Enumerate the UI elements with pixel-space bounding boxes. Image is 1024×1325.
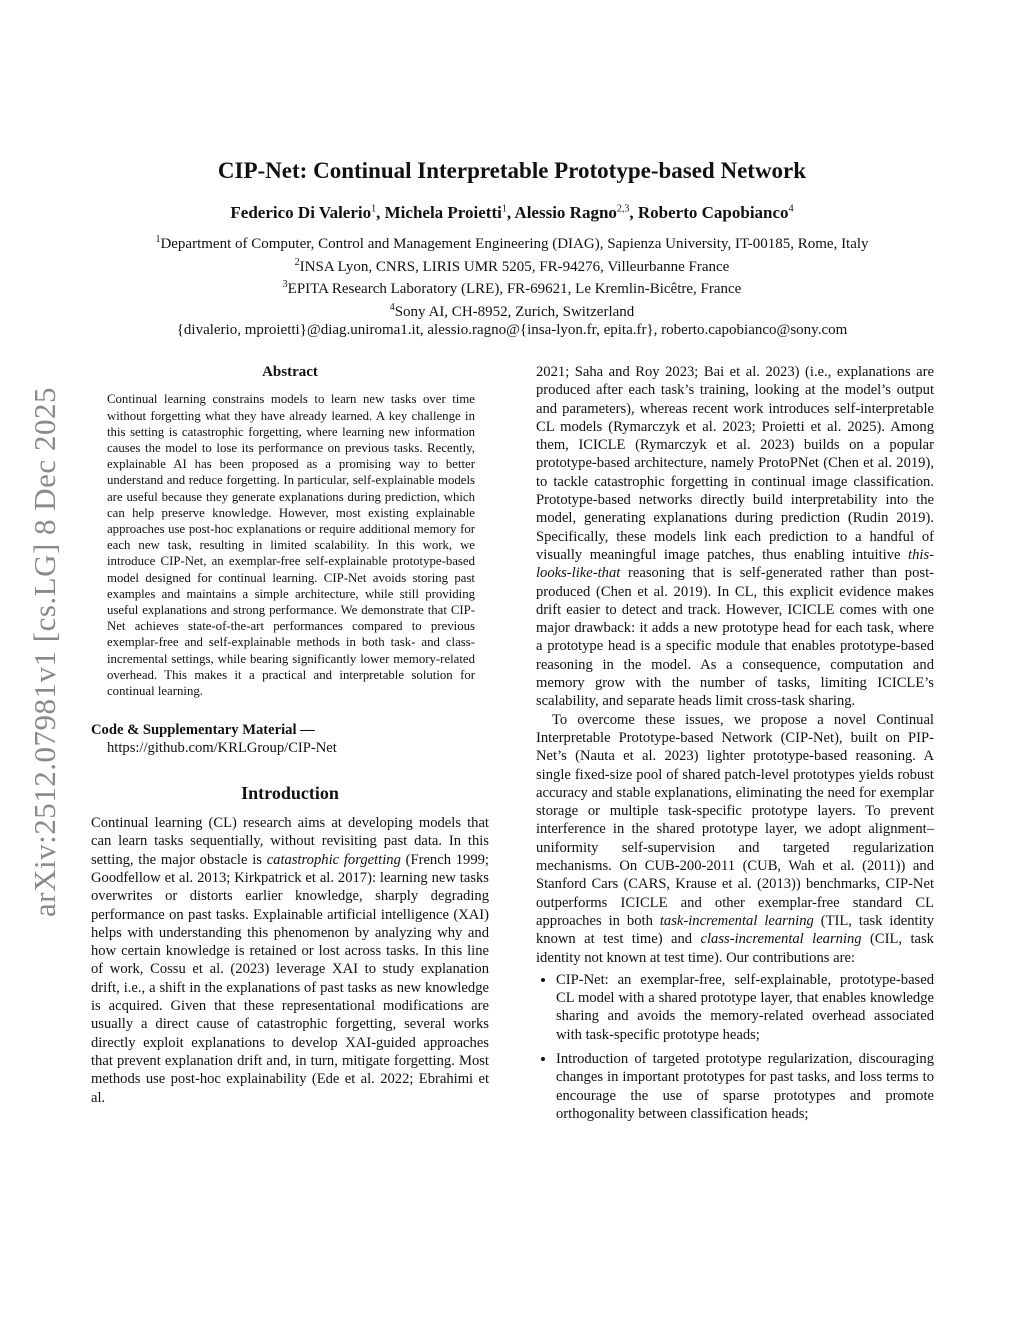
affiliation-mark: 3 — [282, 279, 288, 290]
introduction-heading: Introduction — [241, 782, 339, 803]
introduction-paragraph — [91, 814, 489, 1107]
author-name: Federico Di Valerio — [230, 203, 372, 222]
text-run: (TIL, task identity known at test time) and — [536, 912, 934, 948]
affiliation-text: INSA Lyon, CNRS, LIRIS UMR 5205, FR-94276, Villeurbanne France — [299, 258, 730, 275]
introduction-paragraph — [536, 711, 934, 967]
code-supplementary-block — [91, 721, 489, 758]
code-heading: Code & Supplementary Material — — [91, 722, 315, 739]
author-affiliation-mark: 4 — [788, 203, 794, 215]
affiliation — [0, 276, 1024, 299]
emphasis-text: catastrophic forgetting — [266, 851, 401, 868]
author-list: Federico Di Valerio$^1$, Michela Proietti$^1$, Alessio Ragno$^{2,3}$, Roberto Capobianco$^4$ — [230, 203, 794, 222]
affiliation-mark: 4 — [389, 301, 395, 313]
abstract-text: Continual learning constrains models to learn new tasks over time without forgetting what they have already learned. A key challenge in this setting is catastrophic forgetting, where learning new information causes the model to lose its performance on previous tasks. Recently, explainable AI has been proposed as a promising way to better understand and reduce forgetting. In particular, self-explainable models are useful because they generate explanations during prediction, which can help preserve knowledge. However, most existing explainable approaches use post-hoc explanations or require additional memory for each new task, resulting in limited scalability. In this work, we introduce CIP-Net, an exemplar-free self-explainable prototype-based model designed for continual learning. CIP-Net avoids storing past examples and maintains a simple architecture, while still providing useful explanations and strong performance. We demonstrate that CIP-Net achieves state-of-the-art performances compared to previous exemplar-free and self-explainable methods in both task- and class-incremental settings, while bearing significantly lower memory-related overhead. This makes it a practical and interpretable solution for continual learning. — [107, 392, 475, 698]
affiliation — [0, 231, 1024, 254]
author-affiliation-mark: 2,3 — [616, 203, 630, 215]
text-run: 2021; Saha and Roy 2023; Bai et al. 2023) (i.e., explanations are produced after each task’s training, looking at the model’s output and parameters), whereas recent work introduces self-interpretable CL models (Rymarczyk et al. 2023; Proietti et al. 2025). Among them, ICICLE (Rymarczyk et al. 2023) builds on a popular prototype-based architecture, namely ProtoPNet (Chen et al. 2019), to tackle catastrophic forgetting in continual image classification. Prototype-based networks directly build interpretability into the model, generating explanations during prediction (Rudin 2019). Specifically, these models link each prediction to a handful of visually meaningful image patches, thus enabling intuitive — [536, 364, 934, 563]
abstract-heading: Abstract — [262, 364, 318, 380]
left-column — [91, 363, 489, 1107]
emphasis-text: class-incremental learning — [700, 931, 862, 948]
author-affiliation-mark: 1 — [501, 203, 507, 215]
author-affiliation-mark: 1 — [371, 203, 377, 215]
code-repository-link[interactable]: https://github.com/KRLGroup/CIP-Net — [107, 740, 337, 757]
contributions-list — [536, 971, 934, 1123]
list-item: • Introduction of targeted prototype regularization, discouraging changes in important prototypes for past tasks, and loss terms to encourage the use of sparse prototypes and promote orthogonality between classification heads; — [556, 1050, 934, 1123]
email-addresses: {divalerio, mproietti}@diag.uniroma1.it, alessio.ragno@{insa-lyon.fr, epita.fr}, roberto.capobianco@sony.com — [176, 322, 848, 338]
paper-title: CIP-Net: Continual Interpretable Prototype-based Network — [217, 158, 807, 183]
affiliation-text: EPITA Research Laboratory (LRE), FR-69621, Le Kremlin-Bicêtre, France — [287, 281, 742, 297]
affiliation-text: Sony AI, CH-8952, Zurich, Switzerland — [394, 303, 635, 320]
text-run: (CIL, task identity not known at test time). Our contributions are: — [536, 931, 934, 966]
author-name: Michela Proietti — [384, 203, 502, 222]
text-run: To overcome these issues, we propose a novel Continual Interpretable Prototype-based Network (CIP-Net), built on PIP-Net’s (Nauta et al. 2023) lighter prototype-based reasoning. A single fixed-size pool of shared patch-level prototypes yields robust accuracy and stable explanations, eliminating the need for exemplar storage or multiple task-specific prototype layers. To prevent interference in the shared prototype layer, we adopt alignment–uniformity self-supervision and targeted regularization mechanisms. On CUB-200-2011 (CUB, Wah et al. (2011)) and Stanford Cars (CARS, Krause et al. (2013)) benchmarks, CIP-Net outperforms ICICLE and other exemplar-free standard CL approaches in both — [536, 711, 934, 929]
right-column — [536, 363, 934, 1129]
arxiv-identifier-stamp: arXiv:2512.07981v1 [cs.LG] 8 Dec 2025 — [27, 387, 62, 917]
list-item: • CIP-Net: an exemplar-free, self-explainable, prototype-based CL model with a shared prototype layer, that enables knowledge sharing and avoids the memory-related overhead associated with task-specific prototype heads; — [556, 971, 934, 1044]
text-run: reasoning that is self-generated rather than post-produced (Chen et al. 2019). In CL, this explicit evidence makes drift easier to detect and track. However, ICICLE comes with one major drawback: it adds a new prototype head for each task, where a prototype head is a specific module that enables prototype-based reasoning in the model. As a consequence, computation and memory grow with the number of tasks, limiting ICICLE’s scalability, and separate heads limit cross-task sharing. — [536, 565, 934, 710]
affiliation — [0, 299, 1024, 322]
affiliation-text: Department of Computer, Control and Management Engineering (DIAG), Sapienza University, IT-00185, Rome, Italy — [160, 236, 869, 252]
text-run: (French 1999; Goodfellow et al. 2013; Kirkpatrick et al. 2017): learning new tasks overwrites or distorts earlier knowledge, sharply degrading performance on past tasks. Explainable artificial intelligence (XAI) helps with understanding this phenomenon by analyzing why and how certain knowledge is retained or lost across tasks. In this line of work, Cossu et al. (2023) leverage XAI to study explanation drift, i.e., a shift in the explanations of past tasks as new knowledge is acquired. Given that these representational modifications are usually a direct cause of catastrophic forgetting, several works directly exploit explanations to develop XAI-guided approaches that prevent explanation drift and, in turn, mitigate forgetting. Most methods use post-hoc explainability (Ede et al. 2022; Ebrahimi et al. — [91, 851, 489, 1106]
affiliation-mark: 2 — [294, 256, 300, 268]
emphasis-text: task-incremental learning — [659, 912, 814, 929]
affiliation — [0, 254, 1024, 277]
author-name: Roberto Capobianco — [637, 203, 789, 222]
introduction-paragraph-continued — [536, 363, 934, 711]
affiliation-list — [0, 231, 1024, 340]
affiliation-mark: 1 — [155, 234, 161, 245]
emphasis-text: this-looks-like-that — [536, 546, 934, 582]
author-name: Alessio Ragno — [514, 203, 617, 222]
text-run: Continual learning (CL) research aims at developing models that can learn tasks sequentially, without revisiting past data. In this setting, the major obstacle is — [91, 815, 489, 868]
